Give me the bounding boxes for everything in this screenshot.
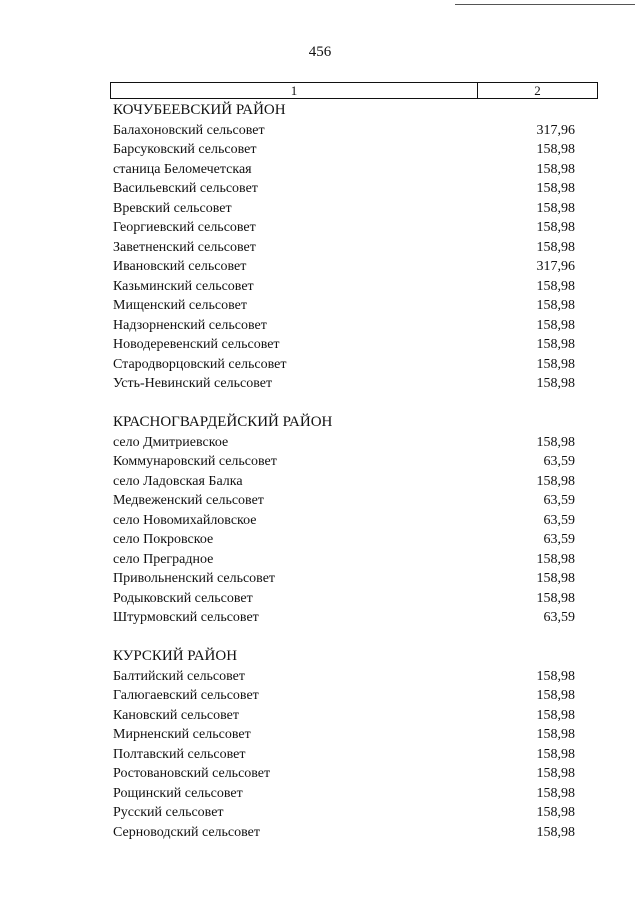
header-column-2: 2 <box>534 83 541 98</box>
settlement-name: Ивановский сельсовет <box>113 259 247 274</box>
settlement-name: Васильевский сельсовет <box>113 181 258 196</box>
settlement-value: 158,98 <box>536 766 575 781</box>
settlement-value: 158,98 <box>536 356 575 372</box>
settlement-value: 158,98 <box>536 220 575 235</box>
settlement-name: Заветненский сельсовет <box>113 239 256 255</box>
settlement-name: Коммунаровский сельсовет <box>113 454 277 469</box>
settlement-value: 158,98 <box>536 707 575 723</box>
table-row <box>113 121 575 141</box>
page-number: 456 <box>308 44 332 60</box>
settlement-name: Полтавский сельсовет <box>113 746 246 762</box>
settlement-name: село Ладовская Балка <box>113 473 243 489</box>
table-row <box>113 803 575 823</box>
table-row <box>113 686 575 706</box>
settlement-value: 317,96 <box>536 122 575 138</box>
table-row <box>113 277 575 297</box>
table-row <box>113 530 575 550</box>
settlement-value: 63,59 <box>543 610 575 625</box>
table-row <box>113 316 575 336</box>
settlement-value: 158,98 <box>536 298 575 313</box>
settlement-value: 317,96 <box>536 259 575 274</box>
district-section <box>113 413 575 628</box>
table-row <box>113 491 575 511</box>
table-row <box>113 160 575 180</box>
settlement-name: Медвеженский сельсовет <box>113 493 264 508</box>
settlement-name: Галюгаевский сельсовет <box>113 688 259 703</box>
settlement-name: Георгиевский сельсовет <box>113 220 256 235</box>
settlement-name: село Новомихайловское <box>113 512 257 528</box>
settlement-name: Родыковский сельсовет <box>113 590 253 606</box>
settlement-name: Новодеревенский сельсовет <box>113 337 280 352</box>
settlement-value: 158,98 <box>536 278 575 294</box>
table-row <box>113 140 575 160</box>
settlement-value: 158,98 <box>536 376 575 391</box>
table-header <box>110 82 598 99</box>
table-row <box>113 784 575 804</box>
settlement-name: Штурмовский сельсовет <box>113 610 259 625</box>
table-row <box>113 199 575 219</box>
settlement-value: 158,98 <box>536 434 575 450</box>
settlement-value: 63,59 <box>543 454 575 469</box>
table-row <box>113 764 575 784</box>
settlement-value: 158,98 <box>536 785 575 801</box>
district-section <box>113 647 575 842</box>
settlement-name: Серноводский сельсовет <box>113 824 260 840</box>
settlement-name: Рощинский сельсовет <box>113 785 243 801</box>
table-row <box>113 706 575 726</box>
settlement-name: село Дмитриевское <box>113 434 229 450</box>
settlement-value: 158,98 <box>536 473 575 489</box>
settlement-value: 158,98 <box>536 161 575 177</box>
settlement-value: 158,98 <box>536 805 575 820</box>
settlement-name: Мищенский сельсовет <box>113 298 247 313</box>
settlement-name: Русский сельсовет <box>113 805 224 820</box>
table-row <box>113 725 575 745</box>
settlement-name: Кановский сельсовет <box>113 707 239 723</box>
settlement-value: 158,98 <box>536 200 575 216</box>
settlement-value: 158,98 <box>536 317 575 333</box>
table-row <box>113 472 575 492</box>
table-row <box>113 452 575 472</box>
table-row <box>113 608 575 628</box>
top-rule <box>455 4 635 5</box>
district-title: КРАСНОГВАРДЕЙСКИЙ РАЙОН <box>113 414 333 430</box>
settlement-value: 158,98 <box>536 239 575 255</box>
settlement-value: 158,98 <box>536 337 575 352</box>
table-row <box>113 238 575 258</box>
settlement-value: 158,98 <box>536 590 575 606</box>
settlement-value: 63,59 <box>543 532 575 547</box>
table-row <box>113 296 575 316</box>
table-row <box>113 179 575 199</box>
table-row <box>113 569 575 589</box>
table-row <box>113 589 575 609</box>
table-row <box>113 745 575 765</box>
settlement-value: 158,98 <box>536 142 575 157</box>
table-row <box>113 218 575 238</box>
settlement-value: 158,98 <box>536 181 575 196</box>
settlement-name: село Преградное <box>113 551 214 567</box>
settlement-value: 158,98 <box>536 824 575 840</box>
table-row <box>113 433 575 453</box>
settlement-value: 158,98 <box>536 668 575 684</box>
district-title: КОЧУБЕЕВСКИЙ РАЙОН <box>113 102 286 118</box>
header-column-1: 1 <box>111 83 478 98</box>
table-row <box>113 667 575 687</box>
settlement-value: 158,98 <box>536 551 575 567</box>
table-row <box>113 355 575 375</box>
settlement-name: Казьминский сельсовет <box>113 278 254 294</box>
settlement-value: 158,98 <box>536 746 575 762</box>
table-row <box>113 550 575 570</box>
settlement-value: 63,59 <box>543 493 575 508</box>
table-row <box>113 823 575 843</box>
settlement-value: 158,98 <box>536 571 575 586</box>
settlement-name: Стародворцовский сельсовет <box>113 356 287 372</box>
settlement-name: Барсуковский сельсовет <box>113 142 257 157</box>
settlement-name: Привольненский сельсовет <box>113 571 276 586</box>
settlement-name: Ростовановский сельсовет <box>113 766 271 781</box>
settlement-value: 63,59 <box>543 512 575 528</box>
settlement-name: станица Беломечетская <box>113 161 252 177</box>
district-list <box>113 101 575 862</box>
table-row <box>113 511 575 531</box>
settlement-name: Надзорненский сельсовет <box>113 317 267 333</box>
settlement-name: село Покровское <box>113 532 214 547</box>
settlement-name: Вревский сельсовет <box>113 200 232 216</box>
settlement-name: Балахоновский сельсовет <box>113 122 265 138</box>
district-section <box>113 101 575 394</box>
district-title: КУРСКИЙ РАЙОН <box>113 648 238 664</box>
settlement-value: 158,98 <box>536 688 575 703</box>
table-row <box>113 335 575 355</box>
settlement-name: Балтийский сельсовет <box>113 668 246 684</box>
table-row <box>113 374 575 394</box>
settlement-name: Мирненский сельсовет <box>113 727 251 742</box>
table-row <box>113 257 575 277</box>
settlement-value: 158,98 <box>536 727 575 742</box>
settlement-name: Усть-Невинский сельсовет <box>113 376 273 391</box>
